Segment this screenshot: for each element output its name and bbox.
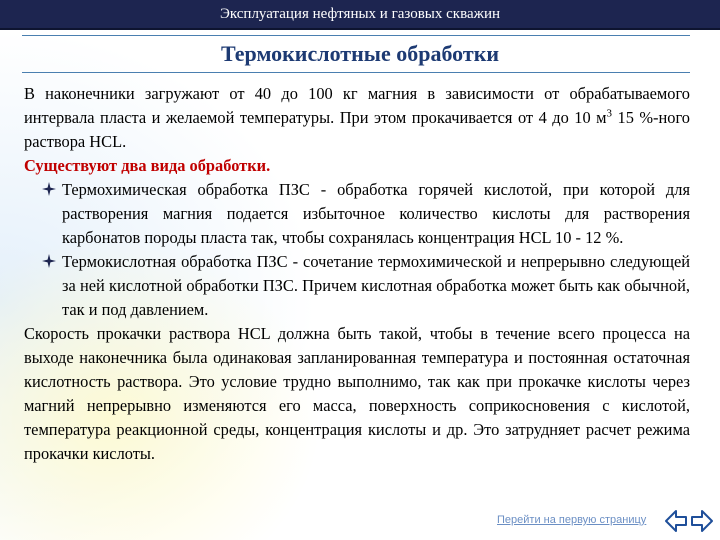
intro-paragraph	[24, 82, 690, 154]
top-divider	[22, 35, 690, 36]
navigation-arrows	[664, 508, 714, 534]
intro-text: В наконечники загружают от 40 до 100 кг магния в зависимости от обрабатываемого интервала пласта и желаемой температуры. При этом прокачивается от 4 до 10 м	[24, 84, 690, 127]
content-body	[24, 82, 690, 466]
bullet-item	[24, 250, 690, 322]
left-arrow-icon[interactable]	[666, 511, 686, 531]
closing-paragraph: Скорость прокачки раствора HCL должна быть такой, чтобы в течение всего процесса на выходе наконечника была одинаковая запланированная температура и постоянная остаточная кислотность раствора. Это условие трудно выполнимо, так как при прокачке кислоты через магний непрерывно изменяются его масса, поверхность соприкосновения с кислотой, температура реакционной среды, концентрация кислоты и др. Это затрудняет расчет режима прокачки кислоты.	[24, 324, 690, 463]
slide-title: Термокислотные обработки	[220, 41, 500, 66]
header-bar	[0, 0, 720, 30]
header-title: Эксплуатация нефтяных и газовых скважин	[219, 6, 501, 22]
bullet-item	[24, 178, 690, 250]
intro-text-end: 15 %-ного раствора HCL.	[24, 108, 690, 151]
cubic-superscript: 3	[606, 107, 613, 120]
four-pointed-star-icon	[42, 178, 62, 202]
four-pointed-star-icon	[42, 250, 62, 274]
first-page-link[interactable]: Перейти на первую страницу	[497, 514, 647, 526]
types-heading: Существуют два вида обработки.	[24, 156, 271, 175]
bullet-text: Термохимическая обработка ПЗС - обработка горячей кислотой, при которой для растворения магния подается избыточное количество кислоты для растворения карбонатов породы пласта так, чтобы сохранялась концентрация HCL 10 - 12 %.	[62, 180, 690, 247]
right-arrow-icon[interactable]	[692, 511, 712, 531]
bullet-text: Термокислотная обработка ПЗС - сочетание термохимической и непрерывно следующей за ней кислотной обработки ПЗС. Причем кислотная обработка может быть как обычной, так и под давлением.	[62, 252, 690, 319]
title-divider	[22, 72, 690, 73]
